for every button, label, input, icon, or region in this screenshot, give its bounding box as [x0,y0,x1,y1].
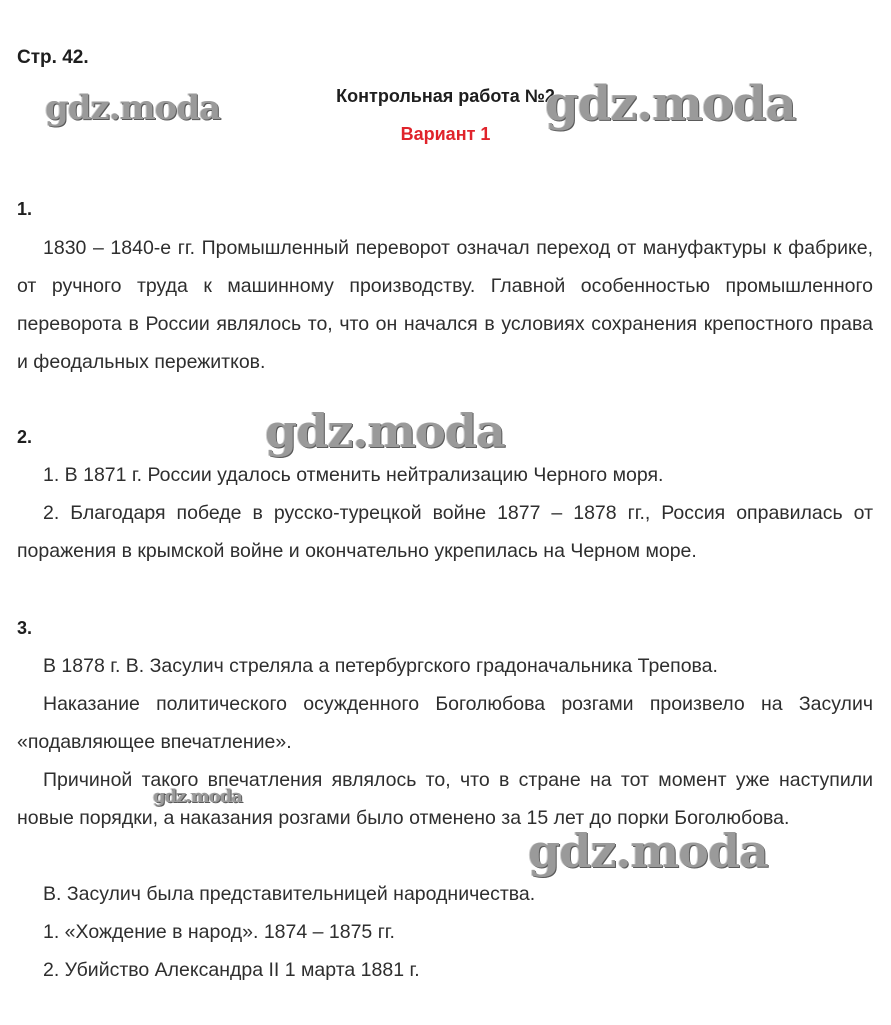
section-3-number: 3. [17,618,33,638]
watermark: gdz.moda [265,404,505,458]
watermark: gdz.moda [528,824,768,878]
section-3-paragraph-2: Причиной такого впечатления являлось то, что в стране на тот момент уже наступили новые порядки, а наказания розгами было отменено за 15 лет до порки Боголюбова. [17,769,873,829]
section-1-paragraph: 1830 – 1840-е гг. Промышленный переворот означал переход от мануфактуры к фабрике, от ручного труда к машинному производству. Главной особенностью промышленного переворота в России являлось то, что он начался в условиях сохранения крепостного права и феодальных пережитков. [17,237,873,373]
section-3-paragraph-1: Наказание политического осужденного Боголюбова розгами произвело на Засулич «подавляющее впечатление». [17,693,873,753]
section-3-line-2: В. Засулич была представительницей народничества. [43,883,536,905]
section-1-number: 1. [17,199,33,219]
section-2-item-2: 2. Благодаря победе в русско-турецкой войне 1877 – 1878 гг., Россия оправилась от поражения в крымской войне и окончательно укрепилась на Черном море. [17,502,873,562]
variant-label: Вариант 1 [400,124,491,144]
section-3-line-1: В 1878 г. В. Засулич стреляла а петербургского градоначальника Трепова. [43,655,718,677]
section-3-line-4: 2. Убийство Александра II 1 марта 1881 г. [43,959,420,981]
page-reference: Стр. 42. [17,47,89,68]
section-3-line-3: 1. «Хождение в народ». 1874 – 1875 гг. [43,921,395,943]
watermark: gdz.moda [153,786,242,807]
section-2-item-1: 1. В 1871 г. России удалось отменить нейтрализацию Черного моря. [43,464,664,486]
document-title: Контрольная работа №2 [336,86,555,106]
watermark: gdz.moda [545,76,796,132]
watermark: gdz.moda [45,88,221,128]
section-2-number: 2. [17,427,33,447]
